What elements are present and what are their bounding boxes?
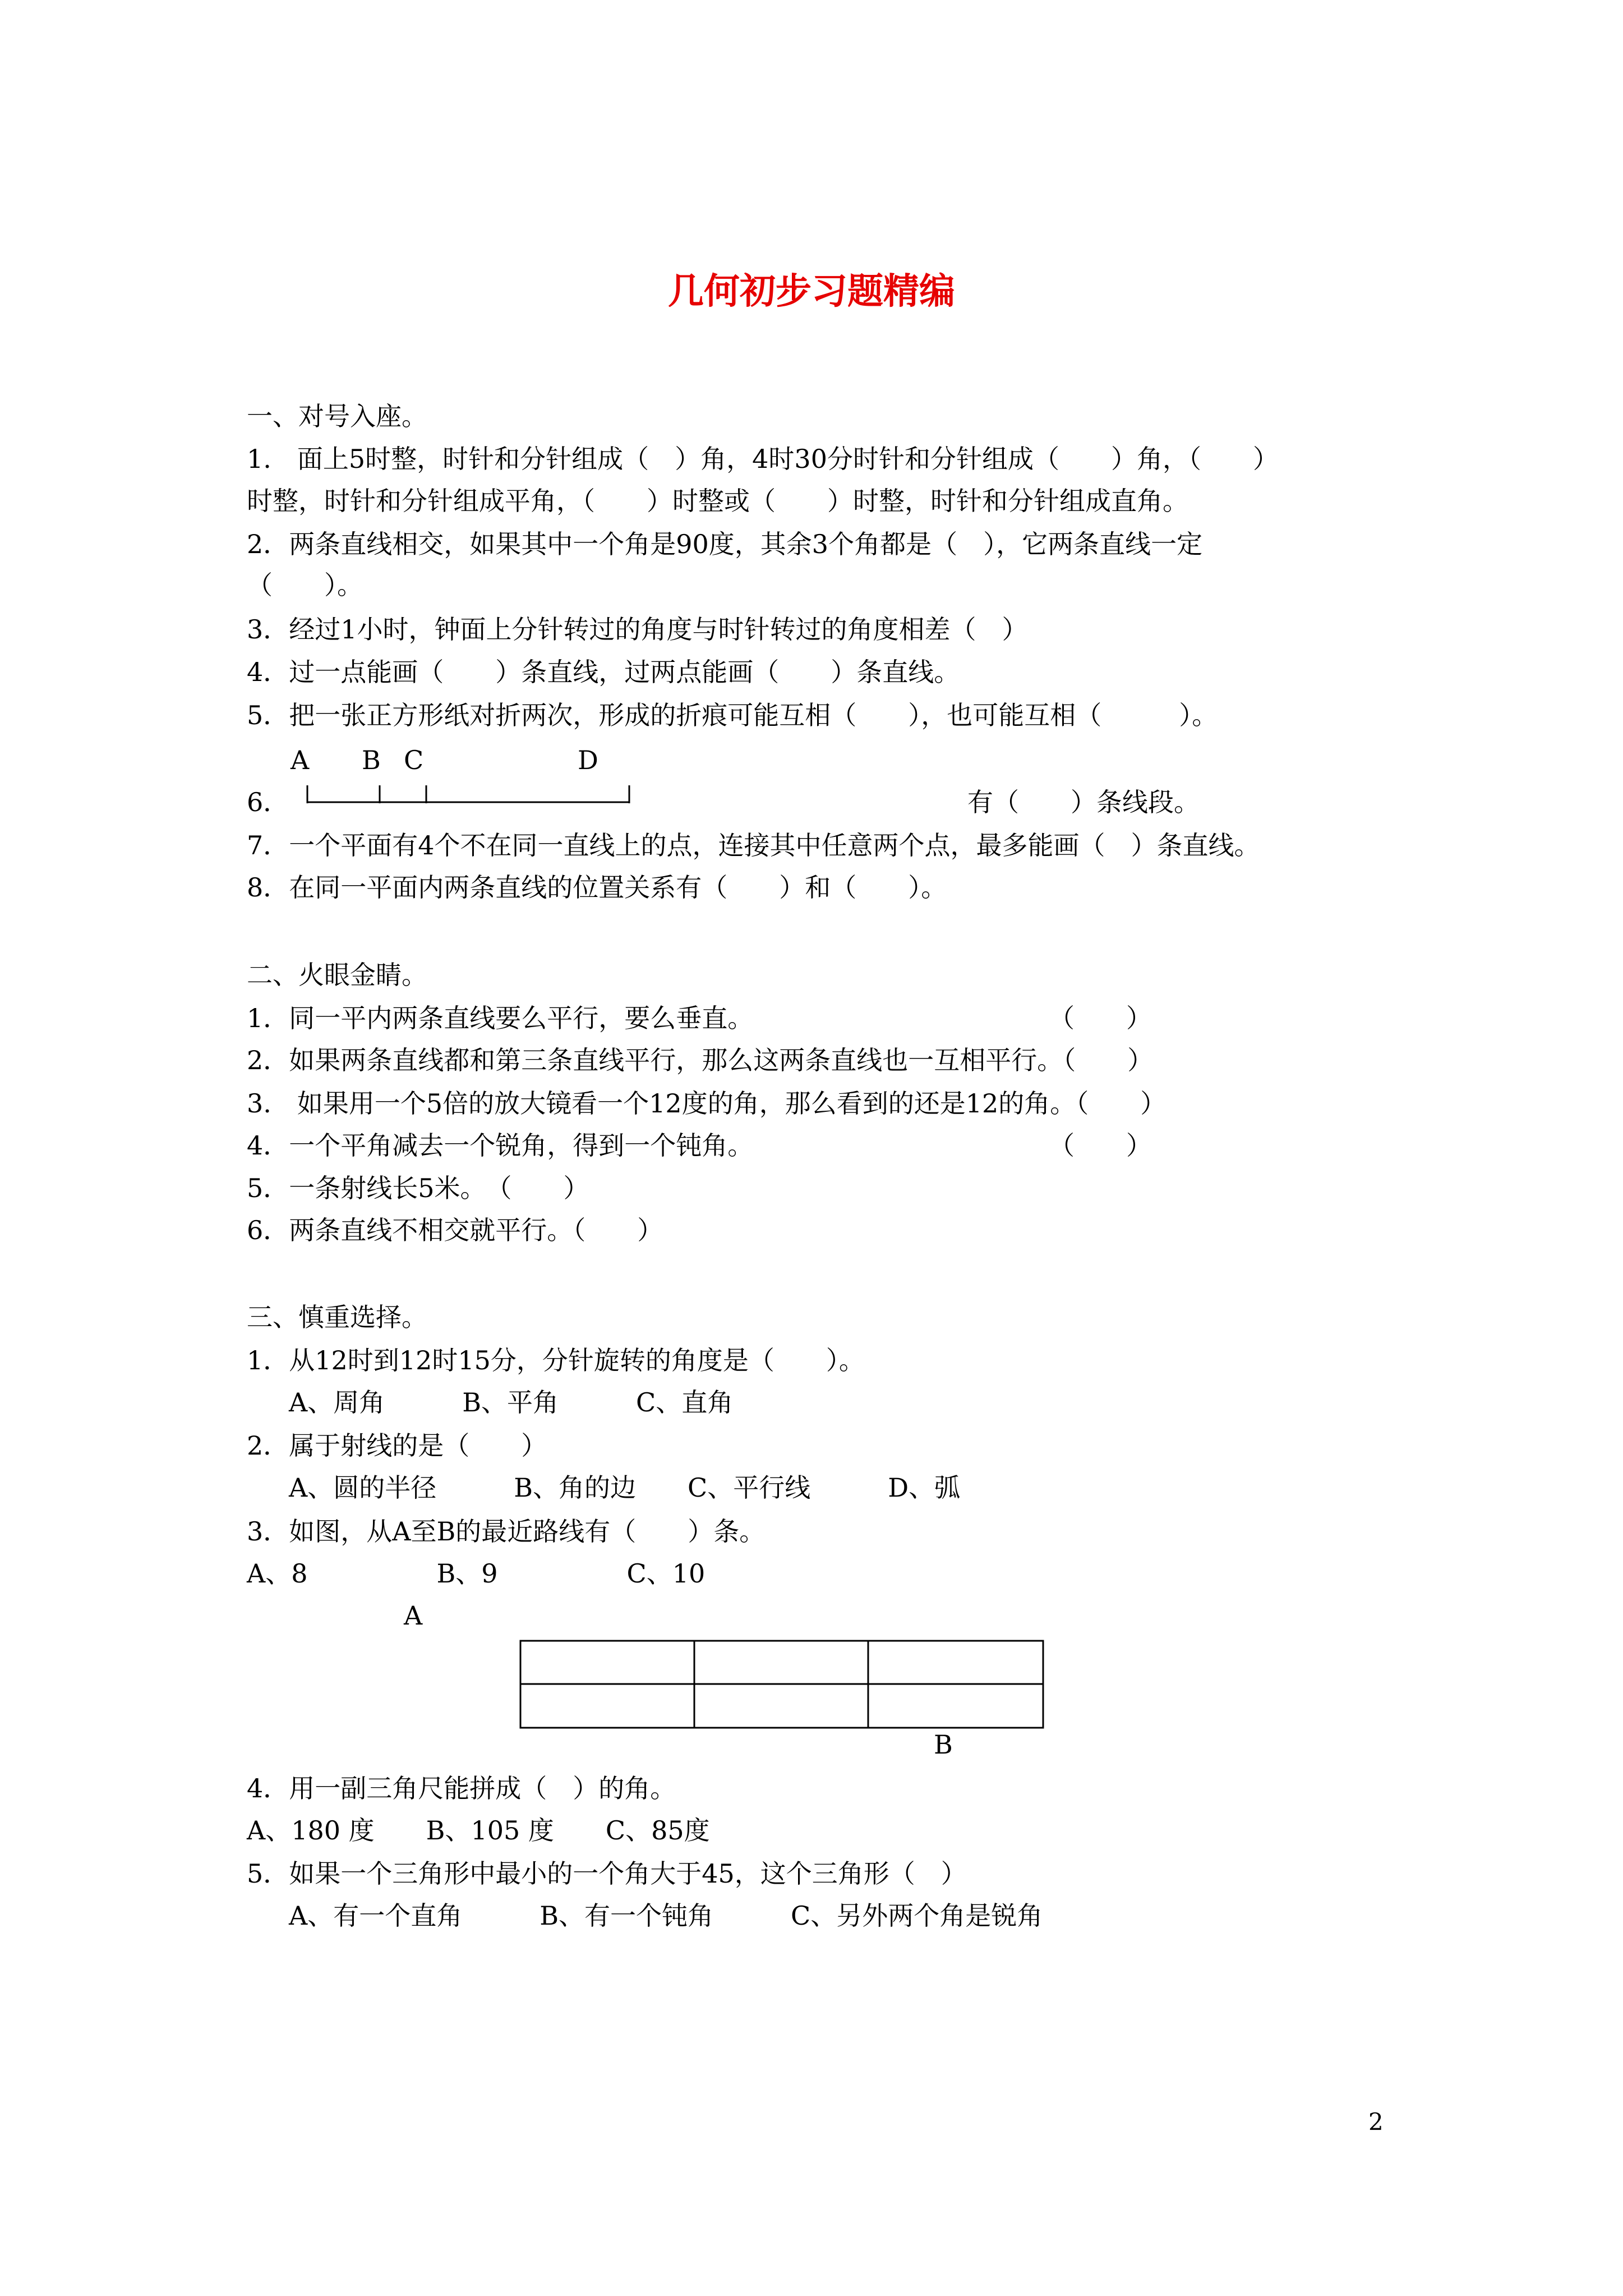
- s2-question-3: 3. 如果用一个5倍的放大镜看一个12度的角，那么看到的还是12的角。（ ）: [247, 1088, 1166, 1119]
- segment-label-d: D: [578, 745, 598, 775]
- s2-question-2: 2．如果两条直线都和第三条直线平行，那么这两条直线也一互相平行。（ ）: [247, 1045, 1154, 1075]
- s1-question-8: 8．在同一平面内两条直线的位置关系有（ ）和（ ）。: [247, 872, 947, 903]
- s3-question-3: 3．如图，从A至B的最近路线有（ ）条。: [247, 1516, 766, 1547]
- grid-label-a: A: [404, 1600, 423, 1631]
- s3-question-1: 1．从12时到12时15分，分针旋转的角度是（ ）。: [247, 1345, 865, 1375]
- s2-question-6: 6．两条直线不相交就平行。（ ）: [247, 1215, 663, 1245]
- s1-question-1-line-2: 时整，时针和分针组成平角，（ ）时整或（ ）时整，时针和分针组成直角。: [247, 486, 1188, 516]
- s2-question-1-paren: （ ）: [1049, 1003, 1152, 1033]
- page-number: 2: [1368, 2108, 1384, 2136]
- grid-diagram: [520, 1641, 1043, 1728]
- grid-label-b: B: [934, 1729, 953, 1760]
- s1-question-1-line-1: 1. 面上5时整，时针和分针组成（ ）角，4时30分时针和分针组成（ ）角，（ ）: [247, 444, 1279, 474]
- segment-label-c: C: [404, 745, 424, 775]
- s2-question-1: 1．同一平内两条直线要么平行，要么垂直。: [247, 1003, 754, 1033]
- segment-label-a: A: [291, 745, 310, 775]
- s1-question-6-text: 有（ ）条线段。: [967, 787, 1200, 817]
- s3-question-2: 2．属于射线的是（ ）: [247, 1430, 547, 1461]
- s3-question-4-options: A、180 度 B、105 度 C、85度: [247, 1815, 710, 1846]
- s3-question-1-options: A、周角 B、平角 C、直角: [289, 1387, 734, 1418]
- s1-question-3: 3．经过1小时，钟面上分针转过的角度与时针转过的角度相差（ ）: [247, 614, 1028, 645]
- section-3-heading: 三、慎重选择。: [247, 1302, 427, 1332]
- s2-question-5: 5．一条射线长5米。 （ ）: [247, 1173, 589, 1203]
- s1-question-2-line-2: （ ）。: [247, 570, 363, 600]
- s2-question-4: 4．一个平角减去一个锐角，得到一个钝角。: [247, 1130, 754, 1161]
- s2-question-4-paren: （ ）: [1049, 1130, 1152, 1161]
- segment-label-b: B: [362, 745, 381, 775]
- s3-question-2-options: A、圆的半径 B、角的边 C、平行线 D、弧: [289, 1473, 961, 1503]
- segment-diagram: [307, 785, 629, 803]
- s3-question-4: 4．用一副三角尺能拼成（ ）的角。: [247, 1773, 676, 1803]
- s1-question-4: 4．过一点能画（ ）条直线，过两点能画（ ）条直线。: [247, 657, 960, 687]
- page-title: 几何初步习题精编: [668, 270, 955, 312]
- s1-question-6-number: 6．: [247, 787, 289, 817]
- s1-question-5: 5．把一张正方形纸对折两次，形成的折痕可能互相（ ），也可能互相（ ）。: [247, 700, 1218, 730]
- section-1-heading: 一、对号入座。: [247, 401, 427, 431]
- s3-question-3-options: A、8 B、9 C、10: [247, 1558, 706, 1589]
- s1-question-7: 7．一个平面有4个不在同一直线上的点，连接其中任意两个点，最多能画（ ）条直线。: [247, 830, 1260, 861]
- s3-question-5-options: A、有一个直角 B、有一个钝角 C、另外两个角是锐角: [289, 1901, 1043, 1931]
- s3-question-5: 5．如果一个三角形中最小的一个角大于45，这个三角形（ ）: [247, 1858, 967, 1889]
- section-2-heading: 二、火眼金睛。: [247, 960, 427, 990]
- s1-question-2-line-1: 2．两条直线相交，如果其中一个角是90度，其余3个角都是（ ），它两条直线一定: [247, 529, 1203, 559]
